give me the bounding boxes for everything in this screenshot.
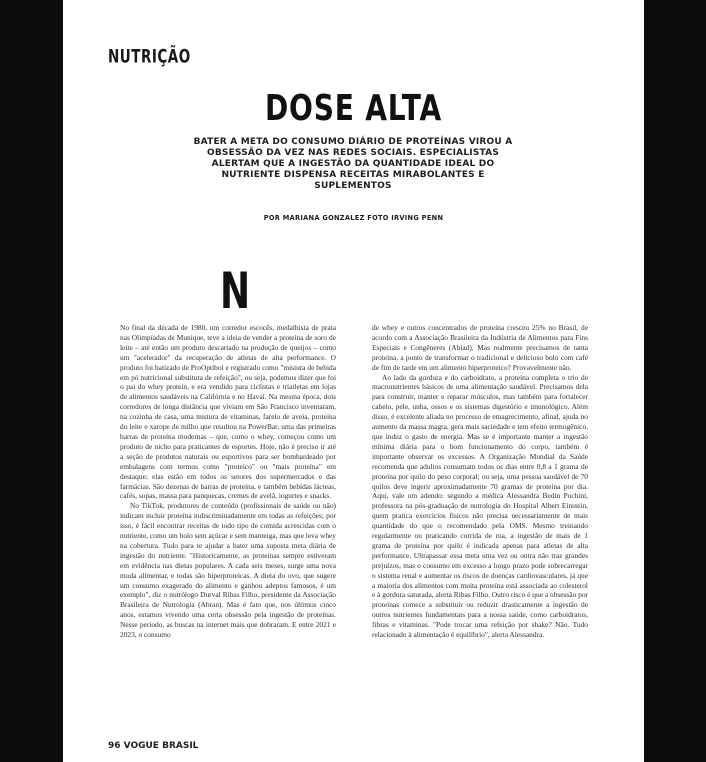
body-column-1: [120, 323, 336, 719]
right-dark-border: [644, 0, 706, 762]
section-label: NUTRIÇÃO: [108, 45, 191, 68]
drop-cap: N: [220, 262, 251, 320]
magazine-page: [63, 0, 644, 762]
article-byline: POR MARIANA GONZALEZ FOTO IRVING PENN: [263, 214, 444, 222]
page-folio: 96 VOGUE BRASIL: [108, 741, 199, 751]
left-dark-border: [0, 0, 63, 762]
body-column-2: [372, 323, 588, 719]
article-deck: BATER A META DO CONSUMO DIÁRIO DE PROTEÍNAS VIROU A OBSESSÃO DA VEZ NAS REDES SOCIAIS. ESPECIALISTAS ALERTAM QUE A INGESTÃO DA QUANTIDADE IDEAL DO NUTRIENTE DISPENSA RECEITAS MIRABOLANTES E SUPLEMENTOS: [193, 137, 513, 191]
article-title: DOSE ALTA: [264, 88, 443, 129]
body-paragraph: Ao lado da gordura e do carboidrato, a proteína completa o trio de macronutrientes básicos de uma alimentação saudável. Precisamos dela para construir, manter e reparar músculos, mas também para fortalecer cabelo, pele, unha, ossos e os sistemas digestório e imunológico. Além disso, é excelente aliada no processo de emagrecimento, afinal, ajuda no aumento da massa magra, gera mais saciedade e tem efeito termogênico, que induz o gasto de energia. Mas se é importante manter a ingestão mínima diária para o bom funcionamento do corpo, também é importante observar os excessos. A Organização Mundial da Saúde recomenda que adultos consumam todos os dias entre 0,8 a 1 grama de proteína por quilo do peso corporal; ou seja, uma pessoa saudável de 70 quilos deve ingerir aproximadamente 70 gramas de proteína por dia. Aqui, vale um adendo: segundo a médica Alessandra Bedin Pochini, professora na pós-graduação de nutrologia do Hospital Albert Einstein, quem pratica exercícios físicos não precisa necessariamente de mais quantidade do que o recomendado pela OMS. Mesmo treinando regularmente ou praticando corrida de rua, a ingestão de mais de 1 grama de proteína por quilo é indicada apenas para atletas de alta performance. Ultrapassar essa meta uma vez ou outra não traz grandes prejuízos, mas o consumo em excesso a longo prazo pode sobrecarregar o sistema renal e aumentar os riscos de doenças cardiovasculares, já que a maioria dos alimentos com muita proteína está associada ao colesterol e à gordura saturada, alerta Ribas Filho. Outro risco é que a obsessão por proteínas comece a substituir ou reduzir drasticamente a ingestão de outros nutrientes fundamentais para a nossa saúde, como carboidratos, fibras e vitaminas. "Pode trocar uma refeição por shake? Não. Tudo relacionado à alimentação é equilíbrio", alerta Alessandra.: [372, 372, 588, 640]
body-paragraph: de whey e outros concentrados de proteína cresceu 25% no Brasil, de acordo com a Associação Brasileira da Indústria de Alimentos para Fins Especiais e Congêneres (Abiad). Mas realmente precisamos de tanta proteína, a ponto de transformar o tradicional e delicioso bolo com café de fim de tarde em um alimento hiperproteico? Provavelmente não.: [372, 323, 588, 372]
body-paragraph: No final da década de 1980, um corredor escocês, medalhista de prata nas Olimpíadas de Munique, teve a ideia de vender a proteína de soro de leite – até então um produto descartado na produção de queijos – como um "acelerador" da recuperação de atletas de alta performance. O produto foi batizado de ProOptibol e registrado como "mistura de bebida em pó nutricional substituta de refeição", ou seja, podemos dizer que foi o pai do whey protein, e era vendido para ciclistas e triatletas em lojas de alimentos saudáveis na Califórnia e no Havaí. Na mesma época, dois corredores de longa distância que viviam em São Francisco inventaram, na cozinha de casa, uma mistura de vitaminas, farelo de aveia, proteína do leite e xarope de milho que resultou na PowerBar, uma das primeiras barras de proteína modernas – que, como o whey, começou como um produto de nicho para praticantes de esportes. Hoje, não é preciso ir até a seção de produtos naturais ou esportivos para ser bombardeado por embalagens com termos como "proteico" ou "mais proteína" em destaque; elas estão em todos os setores dos supermercados e das farmácias. São dezenas de barras de proteína, e também bebidas lácteas, cafés, sopas, massa para panquecas, cremes de avelã, iogurtes e snacks.: [120, 323, 336, 501]
body-paragraph: No TikTok, produtores de conteúdo (profissionais de saúde ou não) indicam incluir proteína indiscriminadamente em todas as refeições; por isso, é fácil encontrar receitas de todo tipo de comida acrescidas com o nutriente, como um bolo sem açúcar e sem manteiga, mas que leva whey na cobertura. Tudo para te ajudar a bater uma suposta meta diária de ingestão do nutriente. "Historicamente, as proteínas sempre estiveram em evidência nas dietas populares. A cada seis meses, surge uma nova moda alimentar, e todas são hiperproteicas. A dieta do ovo, que sugere um consumo exagerado do alimento e ganhou adeptos famosos, é um exemplo", diz o nutrólogo Durval Ribas Filho, presidente da Associação Brasileira de Nutrologia (Abran). Mas é fato que, nos últimos cinco anos, estamos vivendo uma certa obsessão pela ingestão de proteínas. Nesse período, as buscas na internet mais que dobraram. E entre 2021 e 2023, o consumo: [120, 501, 336, 640]
